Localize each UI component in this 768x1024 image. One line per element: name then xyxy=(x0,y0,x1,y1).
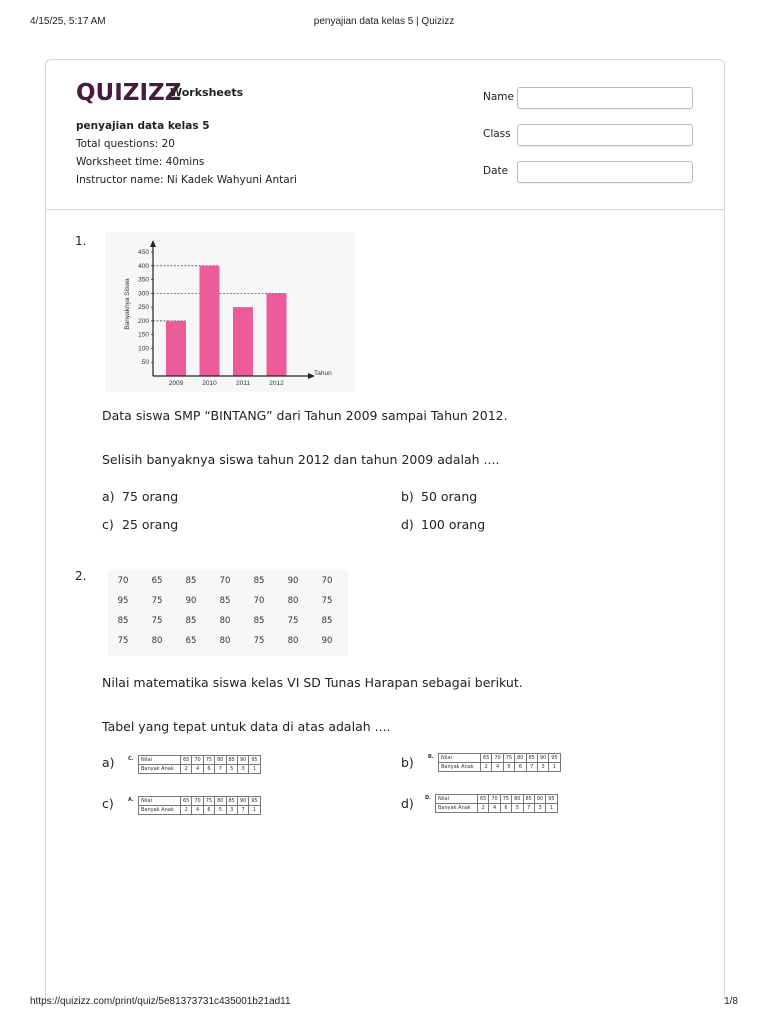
grid-cell: 75 xyxy=(287,616,299,626)
option-table-row-label: Banyak Anak xyxy=(139,765,181,774)
y-tick-label: 300 xyxy=(138,290,149,298)
option-table-cell: 5 xyxy=(226,765,237,774)
grid-cell: 85 xyxy=(253,576,265,586)
option-table-cell: 6 xyxy=(203,806,214,815)
instructor-name: Instructor name: Ni Kadek Wahyuni Antari xyxy=(76,174,297,186)
y-tick-label: 450 xyxy=(138,249,149,256)
x-axis-label: Tahun xyxy=(314,370,332,377)
option-table-cell: 85 xyxy=(526,754,537,763)
y-tick-label: 150 xyxy=(138,331,149,339)
grid-cell: 70 xyxy=(117,576,129,586)
grid-cell: 90 xyxy=(185,596,197,606)
option-table-cell: 95 xyxy=(549,754,560,763)
option-table-row-label: Nilai xyxy=(139,756,181,765)
bar-2012 xyxy=(267,293,287,376)
y-tick-label: 200 xyxy=(138,317,149,325)
option-table-cell: 4 xyxy=(192,806,203,815)
option-table-cell: 85 xyxy=(226,797,237,806)
grid-cell: 75 xyxy=(321,596,333,606)
print-header xyxy=(0,0,768,40)
bar-2011 xyxy=(233,307,253,376)
grid-cell: 80 xyxy=(151,636,163,646)
y-tick-label: 100 xyxy=(138,345,149,353)
option-c-text[interactable]: 25 orang xyxy=(122,517,179,532)
option-table-cell: 95 xyxy=(546,795,557,804)
option-table-row-label: Nilai xyxy=(436,795,478,804)
option-table-row-label: Nilai xyxy=(439,754,481,763)
option-a-letter[interactable]: a) xyxy=(102,489,115,504)
option-table-cell: 4 xyxy=(489,804,500,813)
class-field[interactable] xyxy=(517,124,693,146)
option-table-cell: 5 xyxy=(512,804,523,813)
print-timestamp: 4/15/25, 5:17 AM xyxy=(30,16,106,27)
grid-cell: 85 xyxy=(253,616,265,626)
option-table-tag: C. xyxy=(128,756,134,762)
option-table-cell: 70 xyxy=(192,756,203,765)
option-table-cell: 1 xyxy=(249,765,260,774)
print-url: https://quizizz.com/print/quiz/5e81373731c435001b21ad11 xyxy=(30,996,291,1007)
x-tick-label: 2009 xyxy=(168,380,184,387)
worksheet-header xyxy=(46,60,724,210)
grid-cell: 75 xyxy=(253,636,265,646)
option-table-cell: 70 xyxy=(192,797,203,806)
grid-cell: 90 xyxy=(321,636,333,646)
y-tick-label: 350 xyxy=(138,276,149,284)
option-table-cell: 75 xyxy=(203,797,214,806)
date-label: Date xyxy=(483,165,509,177)
option-table-cell: 65 xyxy=(181,756,192,765)
score-data-grid xyxy=(108,570,348,656)
grid-cell: 85 xyxy=(185,616,197,626)
option-table-cell: 65 xyxy=(478,795,489,804)
option-table-cell: 75 xyxy=(203,756,214,765)
option-table-cell: 65 xyxy=(481,754,492,763)
option-table-cell: 4 xyxy=(192,765,203,774)
print-footer xyxy=(0,994,768,1024)
option-b-text[interactable]: 50 orang xyxy=(421,489,478,504)
option-table-tag: D. xyxy=(425,795,432,801)
option-table-cell: 6 xyxy=(515,763,526,772)
option-table-cell: 90 xyxy=(534,795,545,804)
grid-cell: 85 xyxy=(321,616,333,626)
option-table-cell: 7 xyxy=(526,763,537,772)
option-table-tag: B. xyxy=(428,754,434,760)
option-table-cell: 1 xyxy=(249,806,260,815)
grid-cell: 80 xyxy=(219,616,231,626)
option-b-table[interactable] xyxy=(428,753,578,775)
option-c-table[interactable] xyxy=(128,796,278,818)
grid-cell: 65 xyxy=(151,576,163,586)
option-table-cell: 65 xyxy=(181,797,192,806)
option-table-cell: 3 xyxy=(537,763,548,772)
x-tick-label: 2010 xyxy=(202,380,217,387)
x-tick-label: 2012 xyxy=(269,380,284,387)
option-a-letter[interactable]: a) xyxy=(102,755,115,770)
grid-cell: 80 xyxy=(219,636,231,646)
option-table xyxy=(138,755,261,774)
option-table-cell: 7 xyxy=(237,806,248,815)
print-page-title: penyajian data kelas 5 | Quizizz xyxy=(313,16,455,27)
grid-cell: 75 xyxy=(151,616,163,626)
option-table-cell: 80 xyxy=(215,797,226,806)
option-table-cell: 2 xyxy=(181,806,192,815)
option-table-cell: 90 xyxy=(237,797,248,806)
total-questions: Total questions: 20 xyxy=(76,138,175,150)
y-tick-label: 400 xyxy=(138,262,149,270)
option-c-letter[interactable]: c) xyxy=(102,517,114,532)
name-field[interactable] xyxy=(517,87,693,109)
option-table-cell: 6 xyxy=(500,804,511,813)
option-table xyxy=(138,796,261,815)
grid-cell: 75 xyxy=(151,596,163,606)
option-table-cell: 2 xyxy=(478,804,489,813)
grid-cell: 80 xyxy=(287,596,299,606)
y-tick-label: 50 xyxy=(141,359,149,367)
option-table-cell: 3 xyxy=(237,765,248,774)
question-prompt: Tabel yang tepat untuk data di atas adalah .... xyxy=(102,719,391,734)
logo-subtitle: Worksheets xyxy=(170,86,244,99)
option-a-table[interactable] xyxy=(128,755,278,777)
grid-cell: 70 xyxy=(219,576,231,586)
grid-cell: 85 xyxy=(117,616,129,626)
option-table-cell: 85 xyxy=(226,756,237,765)
date-field[interactable] xyxy=(517,161,693,183)
option-table-cell: 95 xyxy=(249,797,260,806)
bar-chart xyxy=(105,232,355,392)
bar-2010 xyxy=(200,266,220,376)
grid-cell: 95 xyxy=(117,596,129,606)
option-table-row-label: Banyak Anak xyxy=(139,806,181,815)
option-table-cell: 90 xyxy=(237,756,248,765)
bar-2009 xyxy=(166,321,186,376)
grid-cell: 85 xyxy=(185,576,197,586)
option-d-letter[interactable]: d) xyxy=(401,796,414,811)
question-text: Nilai matematika siswa kelas VI SD Tunas Harapan sebagai berikut. xyxy=(102,675,523,690)
question-text: Data siswa SMP “BINTANG” dari Tahun 2009 sampai Tahun 2012. xyxy=(102,408,508,423)
x-tick-label: 2011 xyxy=(236,380,250,387)
option-d-table[interactable] xyxy=(425,794,575,816)
y-tick-label: 250 xyxy=(138,304,149,312)
option-table-cell: 5 xyxy=(215,806,226,815)
option-table-cell: 95 xyxy=(249,756,260,765)
grid-cell: 75 xyxy=(117,636,129,646)
name-label: Name xyxy=(483,91,514,103)
option-table-row-label: Banyak Anak xyxy=(436,804,478,813)
option-table-cell: 90 xyxy=(537,754,548,763)
option-table xyxy=(435,794,558,813)
option-table-cell: 7 xyxy=(523,804,534,813)
option-table-cell: 75 xyxy=(503,754,514,763)
option-table-row-label: Banyak Anak xyxy=(439,763,481,772)
option-c-letter[interactable]: c) xyxy=(102,796,114,811)
grid-cell: 70 xyxy=(321,576,333,586)
option-table-cell: 80 xyxy=(515,754,526,763)
option-table-cell: 80 xyxy=(512,795,523,804)
option-b-letter[interactable]: b) xyxy=(401,755,414,770)
question-number: 2. xyxy=(75,569,87,583)
option-table-cell: 4 xyxy=(492,763,503,772)
option-table-cell: 2 xyxy=(481,763,492,772)
option-table-cell: 1 xyxy=(546,804,557,813)
option-b-letter[interactable]: b) xyxy=(401,489,414,504)
option-table-tag: A. xyxy=(128,797,134,803)
grid-cell: 80 xyxy=(287,636,299,646)
option-table-cell: 7 xyxy=(215,765,226,774)
option-table-cell: 70 xyxy=(489,795,500,804)
quizizz-logo: QUIZIZZ xyxy=(76,80,182,106)
option-d-letter[interactable]: d) xyxy=(401,517,414,532)
option-table xyxy=(438,753,561,772)
worksheet-title: penyajian data kelas 5 xyxy=(76,120,210,132)
option-table-cell: 80 xyxy=(215,756,226,765)
question-prompt: Selisih banyaknya siswa tahun 2012 dan tahun 2009 adalah .... xyxy=(102,452,500,467)
option-table-cell: 75 xyxy=(500,795,511,804)
option-table-cell: 1 xyxy=(549,763,560,772)
option-d-text[interactable]: 100 orang xyxy=(421,517,486,532)
option-table-cell: 2 xyxy=(181,765,192,774)
worksheet-time: Worksheet time: 40mins xyxy=(76,156,205,168)
y-axis-label: Banyaknya Siswa xyxy=(124,278,131,330)
option-table-cell: 5 xyxy=(503,763,514,772)
class-label: Class xyxy=(483,128,511,140)
grid-cell: 70 xyxy=(253,596,265,606)
option-a-text[interactable]: 75 orang xyxy=(122,489,179,504)
option-table-cell: 70 xyxy=(492,754,503,763)
print-page-indicator: 1/8 xyxy=(724,996,738,1007)
grid-cell: 65 xyxy=(185,636,197,646)
grid-cell: 85 xyxy=(219,596,231,606)
option-table-cell: 85 xyxy=(523,795,534,804)
option-table-cell: 3 xyxy=(226,806,237,815)
question-number: 1. xyxy=(75,234,87,248)
grid-cell: 90 xyxy=(287,576,299,586)
option-table-cell: 3 xyxy=(534,804,545,813)
option-table-cell: 6 xyxy=(203,765,214,774)
option-table-row-label: Nilai xyxy=(139,797,181,806)
